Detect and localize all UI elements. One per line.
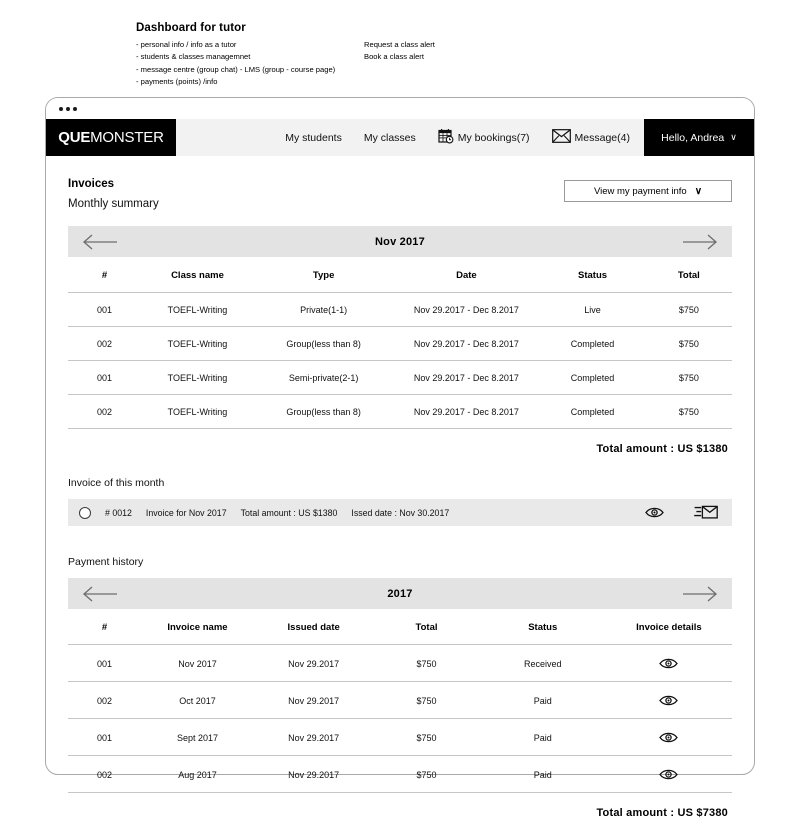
cell-invoice-details[interactable] <box>606 645 732 682</box>
cell-number: 002 <box>68 395 141 429</box>
user-menu-label: Hello, Andrea <box>661 131 725 144</box>
annotation-line: Book a class alert <box>364 52 424 62</box>
invoice-total: Total amount : US $1380 <box>240 507 338 518</box>
nav-item-my-students[interactable] <box>285 132 342 144</box>
nav-links <box>176 119 644 156</box>
cell-class-name: TOEFL-Writing <box>141 361 254 395</box>
cell-number: 002 <box>68 756 141 793</box>
cell-invoice-name: Oct 2017 <box>141 682 254 719</box>
cell-total: $750 <box>373 645 479 682</box>
column-header-number: # <box>101 622 108 633</box>
payment-history-total-amount: Total amount : US $7380 <box>596 807 728 819</box>
table-header-row <box>68 609 732 645</box>
cell-invoice-details[interactable] <box>606 682 732 719</box>
cell-date: Nov 29.2017 - Dec 8.2017 <box>393 361 539 395</box>
invoices-section-header <box>68 178 732 210</box>
invoice-select-radio[interactable] <box>79 507 91 519</box>
view-invoice-button[interactable] <box>645 506 664 519</box>
view-payment-info-button[interactable] <box>564 180 732 202</box>
chevron-down-icon: ∨ <box>694 185 703 197</box>
view-invoice-details-button[interactable] <box>606 731 732 744</box>
brand-logo[interactable] <box>46 119 176 156</box>
eye-icon <box>659 694 678 707</box>
page-content <box>46 156 754 819</box>
annotation-line: - message centre (group chat) - LMS (group - course page) <box>136 64 336 74</box>
annotation-line: - personal info / info as a tutor <box>136 40 237 49</box>
page-subtitle: Monthly summary <box>68 198 159 210</box>
cell-number: 002 <box>68 327 141 361</box>
cell-status: Completed <box>539 327 645 361</box>
nav-item-label: My students <box>285 131 342 144</box>
cell-number: 001 <box>68 293 141 327</box>
cell-status: Paid <box>480 682 606 719</box>
view-payment-info-label: View my payment info <box>593 185 687 197</box>
cell-invoice-name: Nov 2017 <box>141 645 254 682</box>
table-row[interactable] <box>68 719 732 756</box>
cell-invoice-name: Sept 2017 <box>141 719 254 756</box>
nav-item-label: My bookings(7) <box>457 131 530 144</box>
cell-status: Paid <box>480 719 606 756</box>
nav-item-my-classes[interactable] <box>364 132 416 144</box>
column-header-status: Status <box>578 270 608 281</box>
column-header-total: Total <box>677 270 700 281</box>
current-year-label: 2017 <box>387 587 413 600</box>
prev-month-button[interactable] <box>82 233 118 251</box>
window-dot-close-icon[interactable] <box>59 107 63 111</box>
view-invoice-details-button[interactable] <box>606 768 732 781</box>
cell-class-name: TOEFL-Writing <box>141 327 254 361</box>
cell-number: 001 <box>68 645 141 682</box>
calendar-clock-icon <box>438 128 454 147</box>
send-mail-icon <box>694 505 718 520</box>
cell-date: Nov 29.2017 - Dec 8.2017 <box>393 293 539 327</box>
cell-invoice-details[interactable] <box>606 756 732 793</box>
send-invoice-button[interactable] <box>694 505 718 520</box>
nav-item-label: My classes <box>363 131 416 144</box>
monthly-summary-table <box>68 257 732 429</box>
invoice-of-month-heading: Invoice of this month <box>68 477 165 489</box>
cell-type: Group(less than 8) <box>254 395 393 429</box>
cell-total: $750 <box>646 361 732 395</box>
logo-text-primary: QUE <box>58 129 91 146</box>
annotation-block <box>136 22 696 88</box>
cell-invoice-details[interactable] <box>606 719 732 756</box>
view-invoice-details-button[interactable] <box>606 694 732 707</box>
table-row[interactable] <box>68 361 732 395</box>
annotation-line: Request a class alert <box>364 40 435 49</box>
window-dot-maximize-icon[interactable] <box>73 107 77 111</box>
envelope-icon <box>552 129 571 146</box>
prev-year-button[interactable] <box>82 585 118 603</box>
cell-total: $750 <box>646 327 732 361</box>
column-header-class-name: Class name <box>171 270 224 281</box>
view-invoice-details-button[interactable] <box>606 657 732 670</box>
cell-status: Completed <box>539 361 645 395</box>
cell-date: Nov 29.2017 - Dec 8.2017 <box>393 327 539 361</box>
table-row[interactable] <box>68 327 732 361</box>
month-navigator <box>68 226 732 257</box>
invoice-of-month-row[interactable] <box>68 499 732 526</box>
cell-issued-date: Nov 29.2017 <box>254 719 374 756</box>
column-header-invoice-details: Invoice details <box>636 622 702 633</box>
cell-total: $750 <box>373 682 479 719</box>
cell-status: Paid <box>480 756 606 793</box>
cell-total: $750 <box>646 293 732 327</box>
eye-icon <box>659 768 678 781</box>
cell-issued-date: Nov 29.2017 <box>254 645 374 682</box>
cell-class-name: TOEFL-Writing <box>141 293 254 327</box>
window-chrome-bar <box>46 98 754 119</box>
payment-history-heading: Payment history <box>68 556 144 568</box>
cell-status: Received <box>480 645 606 682</box>
column-header-total: Total <box>415 622 438 633</box>
cell-number: 001 <box>68 719 141 756</box>
column-header-issued-date: Issued date <box>287 622 340 633</box>
table-row[interactable] <box>68 645 732 682</box>
next-year-button[interactable] <box>682 585 718 603</box>
top-navigation-bar <box>46 119 754 156</box>
page-title: Invoices <box>68 178 115 190</box>
column-header-date: Date <box>456 270 477 281</box>
table-row[interactable] <box>68 682 732 719</box>
cell-type: Private(1-1) <box>254 293 393 327</box>
annotation-right-column <box>364 39 584 88</box>
column-header-status: Status <box>528 622 558 633</box>
year-navigator <box>68 578 732 609</box>
eye-icon <box>659 731 678 744</box>
invoice-name: Invoice for Nov 2017 <box>145 507 227 518</box>
eye-icon <box>645 506 664 519</box>
column-header-number: # <box>101 270 108 281</box>
user-menu[interactable] <box>644 119 754 156</box>
cell-invoice-name: Aug 2017 <box>141 756 254 793</box>
window-dot-minimize-icon[interactable] <box>66 107 70 111</box>
logo-text-secondary: MONSTER <box>90 129 164 146</box>
nav-item-label: Message(4) <box>574 131 630 144</box>
cell-total: $750 <box>373 756 479 793</box>
monthly-total-amount: Total amount : US $1380 <box>596 443 728 455</box>
cell-status: Completed <box>539 395 645 429</box>
cell-status: Live <box>539 293 645 327</box>
cell-issued-date: Nov 29.2017 <box>254 756 374 793</box>
browser-window <box>45 97 755 819</box>
table-row[interactable] <box>68 293 732 327</box>
cell-total: $750 <box>373 719 479 756</box>
cell-issued-date: Nov 29.2017 <box>254 682 374 719</box>
annotation-left-column <box>136 39 364 88</box>
annotation-title: Dashboard for tutor <box>136 22 246 34</box>
column-header-invoice-name: Invoice name <box>167 622 228 633</box>
table-header-row <box>68 257 732 293</box>
cell-number: 001 <box>68 361 141 395</box>
current-month-label: Nov 2017 <box>375 235 425 248</box>
cell-date: Nov 29.2017 - Dec 8.2017 <box>393 395 539 429</box>
cell-class-name: TOEFL-Writing <box>141 395 254 429</box>
next-month-button[interactable] <box>682 233 718 251</box>
chevron-down-icon: ∨ <box>730 132 737 142</box>
cell-number: 002 <box>68 682 141 719</box>
eye-icon <box>659 657 678 670</box>
table-row[interactable] <box>68 756 732 793</box>
nav-item-message[interactable] <box>552 129 630 146</box>
nav-item-my-bookings[interactable] <box>438 128 530 147</box>
column-header-type: Type <box>312 270 335 281</box>
cell-type: Semi-private(2-1) <box>254 361 393 395</box>
table-row[interactable] <box>68 395 732 429</box>
cell-type: Group(less than 8) <box>254 327 393 361</box>
invoice-issued-date: Issed date : Nov 30.2017 <box>351 507 450 518</box>
cell-total: $750 <box>646 395 732 429</box>
annotation-line: - students & classes managemnet <box>136 52 251 62</box>
payment-history-table <box>68 609 732 793</box>
annotation-line: - payments (points) /info <box>136 76 218 86</box>
invoice-number: # 0012 <box>105 507 132 518</box>
